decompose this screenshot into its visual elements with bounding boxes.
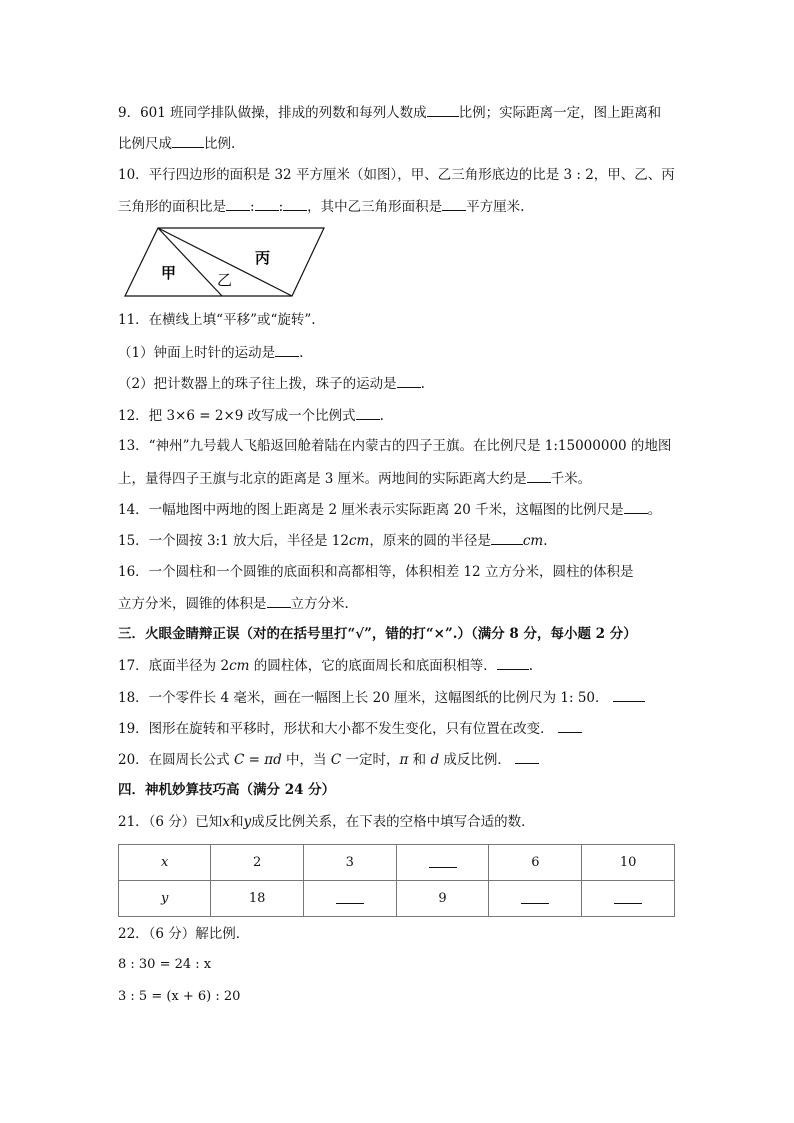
answer-blank[interactable] (614, 889, 642, 904)
answer-blank[interactable] (336, 889, 364, 904)
question-21: 21．（6 分）已知x和y成反比例关系，在下表的空格中填写合适的数． (118, 814, 535, 830)
question-11-title: 11．在横线上填“平移”或“旋转”. (118, 312, 316, 328)
question-15: 15．一个圆按 3:1 放大后，半径是 12cm，原来的圆的半径是 cm. (118, 530, 548, 551)
table-cell-blank[interactable] (396, 845, 489, 881)
question-14: 14．一幅地图中两地的图上距离是 2 厘米表示实际距离 20 千米，这幅图的比例尺是 。 (118, 499, 661, 520)
answer-blank[interactable] (397, 373, 421, 388)
question-11-part-1: （1）钟面上时针的运动是 . (118, 342, 303, 363)
table-cell: 18 (211, 881, 304, 917)
label-yi: 乙 (217, 271, 233, 289)
question-11-part-2: （2）把计数器上的珠子往上拨，珠子的运动是 . (118, 373, 425, 394)
parallelogram-figure (118, 222, 330, 302)
answer-blank[interactable] (442, 196, 466, 211)
equation-1: 8 : 30 = 24 : x (118, 957, 212, 972)
answer-blank[interactable] (356, 405, 380, 420)
question-20: 20．在圆周长公式 C = πd 中，当 C 一定时，π 和 d 成反比例． (118, 749, 539, 770)
equation-2: 3 : 5 = (x + 6) : 20 (118, 989, 241, 1004)
table-cell: 2 (211, 845, 304, 881)
answer-blank[interactable] (429, 853, 457, 868)
question-17: 17．底面半径为 2cm 的圆柱体，它的底面周长和底面积相等． . (118, 655, 533, 676)
question-13-line-2: 上，量得四子王旗与北京的距离是 3 厘米。两地间的实际距离大约是 千米。 (118, 468, 591, 489)
question-13-line-1: 13．“神州”九号载人飞船返回舱着陆在内蒙古的四子王旗。在比例尺是 1:15000000 的地图 (118, 438, 672, 454)
table-cell-blank[interactable] (303, 881, 396, 917)
answer-blank[interactable] (613, 687, 645, 702)
answer-blank[interactable] (515, 749, 539, 764)
question-9-line-1: 9．601 班同学排队做操，排成的列数和每列人数成 比例；实际距离一定，图上距离和 (118, 102, 661, 123)
answer-blank[interactable] (427, 102, 459, 117)
question-18: 18．一个零件长 4 毫米，画在一幅图上长 20 厘米，这幅图纸的比例尺为 1: 50． (118, 687, 645, 708)
label-jia: 甲 (161, 264, 177, 282)
table-row-y (119, 881, 675, 917)
answer-blank[interactable] (527, 468, 551, 483)
table-row-x (119, 845, 675, 881)
answer-blank[interactable] (275, 342, 299, 357)
answer-blank[interactable] (521, 889, 549, 904)
table-header-x: x (119, 845, 211, 881)
table-cell: 9 (396, 881, 489, 917)
answer-blank[interactable] (255, 196, 279, 211)
section-4-heading: 四．神机妙算技巧高（满分 24 分） (118, 782, 336, 798)
question-16-line-1: 16．一个圆柱和一个圆锥的底面积和高都相等，体积相差 12 立方分米，圆柱的体积是 (118, 564, 634, 580)
section-3-heading: 三．火眼金睛辩正误（对的在括号里打“√”，错的打“×”.）（满分 8 分，每小题 2 分） (118, 626, 637, 642)
question-19: 19．图形在旋转和平移时，形状和大小都不发生变化，只有位置在改变． (118, 718, 582, 739)
table-cell: 3 (303, 845, 396, 881)
divider-line-1 (158, 228, 222, 296)
answer-blank[interactable] (558, 718, 582, 733)
answer-blank[interactable] (172, 133, 204, 148)
table-cell: 6 (489, 845, 582, 881)
answer-blank[interactable] (283, 196, 307, 211)
answer-blank[interactable] (624, 499, 648, 514)
question-9-line-2: 比例尺成 比例. (118, 133, 235, 154)
question-10-line-1: 10．平行四边形的面积是 32 平方厘米（如图），甲、乙三角形底边的比是 3 : 2，甲、乙、丙 (118, 167, 675, 183)
answer-blank[interactable] (491, 530, 523, 545)
inverse-proportion-table (118, 844, 675, 917)
label-bing: 丙 (255, 249, 271, 267)
question-16-line-2: 立方分米，圆锥的体积是 立方分米. (118, 593, 349, 614)
answer-blank[interactable] (497, 655, 529, 670)
question-12: 12．把 3×6 = 2×9 改写成一个比例式 . (118, 405, 384, 426)
table-header-y: y (119, 881, 211, 917)
question-22-title: 22．（6 分）解比例． (118, 926, 250, 942)
answer-blank[interactable] (226, 196, 250, 211)
table-cell-blank[interactable] (582, 881, 675, 917)
table-cell-blank[interactable] (489, 881, 582, 917)
table-cell: 10 (582, 845, 675, 881)
answer-blank[interactable] (267, 593, 291, 608)
question-10-line-2: 三角形的面积比是 : : ，其中乙三角形面积是 平方厘米. (118, 196, 524, 217)
